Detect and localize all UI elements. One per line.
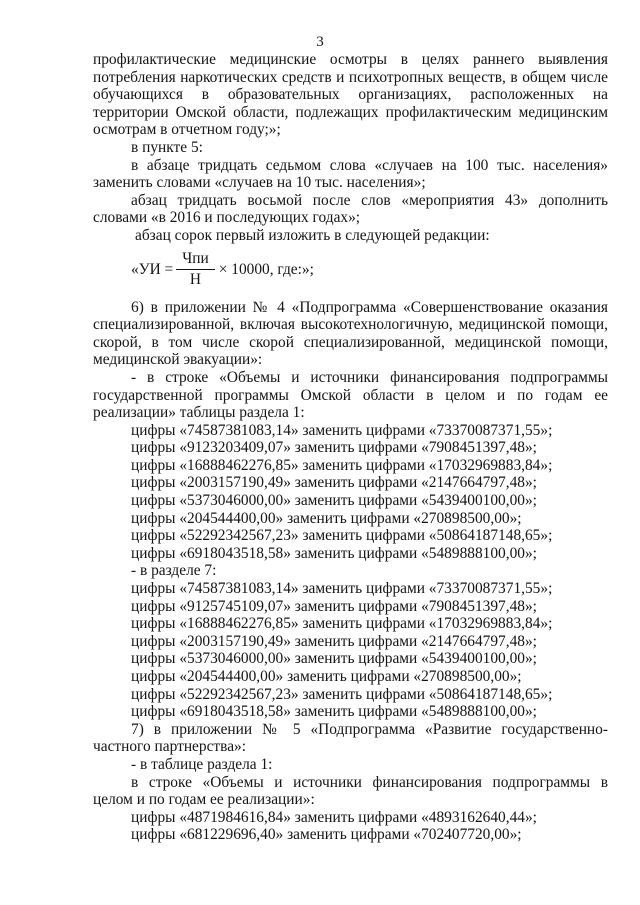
item-5-paragraph-41: абзац сорок первый изложить в следующей редакции: xyxy=(135,226,490,244)
item-6-row-financing xyxy=(93,369,608,422)
paragraph-preventive-exams xyxy=(93,51,608,139)
text-line: абзац тридцать восьмой после слов «мероприятия 43» дополнить xyxy=(131,191,608,209)
item-6-section-7-heading: - в разделе 7: xyxy=(131,562,217,580)
replacement-list-section-7 xyxy=(93,580,608,721)
text-line: медицинской эвакуации»: xyxy=(93,351,263,369)
list-item: цифры «2003157190,49» заменить цифрами «2147664797,48»; xyxy=(131,474,537,492)
page-number: 3 xyxy=(316,34,324,50)
item-5-paragraph-37 xyxy=(93,157,608,192)
list-item: цифры «204544400,00» заменить цифрами «270898500,00»; xyxy=(131,668,522,685)
text-line: обучающихся в образовательных организациях, расположенных на xyxy=(93,86,608,104)
formula xyxy=(131,247,608,293)
list-item: цифры «16888462276,85» заменить цифрами «17032969883,84»; xyxy=(131,456,553,474)
replacement-list-section-1 xyxy=(93,422,608,563)
text-line: осмотрам в отчетном году;»; xyxy=(93,121,281,139)
list-item: цифры «52292342567,23» заменить цифрами «50864187148,65»; xyxy=(131,527,553,545)
item-5-paragraph-38 xyxy=(93,192,608,227)
list-item: цифры «4871984616,84» заменить цифрами «4893162640,44»; xyxy=(131,808,537,826)
formula-left: «УИ = xyxy=(131,260,174,278)
text-line: профилактические медицинские осмотры в целях раннего выявления xyxy=(93,51,608,68)
text-line: заменить словами «случаев на 10 тыс. населения»; xyxy=(93,174,426,192)
replacement-list-item-7 xyxy=(93,809,608,844)
list-item: цифры «5373046000,00» заменить цифрами «5439400100,00»; xyxy=(131,650,537,668)
item-5-heading: в пункте 5: xyxy=(131,138,203,156)
text-line: 7) в приложении № 5 «Подпрограмма «Развитие государственно- xyxy=(131,720,608,738)
text-line: 6) в приложении № 4 «Подпрограмма «Совершенствование оказания xyxy=(131,298,608,316)
list-item: цифры «74587381083,14» заменить цифрами «73370087371,55»; xyxy=(131,421,553,439)
text-line: реализации» таблицы раздела 1: xyxy=(93,404,305,422)
item-6 xyxy=(93,299,608,369)
text-line: в строке «Объемы и источники финансирования подпрограммы в xyxy=(131,773,608,791)
list-item: цифры «681229696,40» заменить цифрами «702407720,00»; xyxy=(131,826,522,844)
formula-right: × 10000, где:»; xyxy=(218,260,314,278)
text-line: - в строке «Объемы и источники финансирования подпрограммы xyxy=(131,368,608,386)
list-item: цифры «9123203409,07» заменить цифрами «7908451397,48»; xyxy=(131,439,537,457)
list-item: цифры «6918043518,58» заменить цифрами «5489888100,00»; xyxy=(131,544,537,562)
list-item: цифры «204544400,00» заменить цифрами «270898500,00»; xyxy=(131,509,522,527)
list-item: цифры «5373046000,00» заменить цифрами «5439400100,00»; xyxy=(131,492,537,510)
formula-denominator: Н xyxy=(189,271,202,289)
text-line: специализированной, включая высокотехнологичную, медицинской помощи, xyxy=(93,316,608,334)
text-line: словами «в 2016 и последующих годах»; xyxy=(93,209,361,227)
text-line: целом и по годам ее реализации»: xyxy=(93,791,315,809)
item-7-table-heading: - в таблице раздела 1: xyxy=(131,755,273,773)
text-line: скорой, в том числе скорой специализированной, медицинской помощи, xyxy=(93,333,608,351)
text-line: частного партнерства»: xyxy=(93,738,247,756)
text-line: потребления наркотических средств и психотропных веществ, в общем числе xyxy=(93,68,608,86)
text-line: в абзаце тридцать седьмом слова «случаев на 100 тыс. населения» xyxy=(131,156,608,174)
item-7-row-financing xyxy=(93,774,608,809)
document-body xyxy=(93,51,608,844)
text-line: государственной программы Омской области в целом и по годам ее xyxy=(93,386,608,404)
list-item: цифры «16888462276,85» заменить цифрами «17032969883,84»; xyxy=(131,615,553,633)
formula-numerator: Чпи xyxy=(176,250,214,270)
text-line: территории Омской области, подлежащих профилактическим медицинским xyxy=(93,103,608,121)
list-item: цифры «52292342567,23» заменить цифрами «50864187148,65»; xyxy=(131,685,553,703)
list-item: цифры «2003157190,49» заменить цифрами «2147664797,48»; xyxy=(131,632,537,650)
formula-fraction xyxy=(176,250,214,289)
list-item: цифры «6918043518,58» заменить цифрами «5489888100,00»; xyxy=(131,703,537,721)
item-7 xyxy=(93,721,608,756)
list-item: цифры «74587381083,14» заменить цифрами «73370087371,55»; xyxy=(131,580,553,598)
list-item: цифры «9125745109,07» заменить цифрами «7908451397,48»; xyxy=(131,597,537,615)
